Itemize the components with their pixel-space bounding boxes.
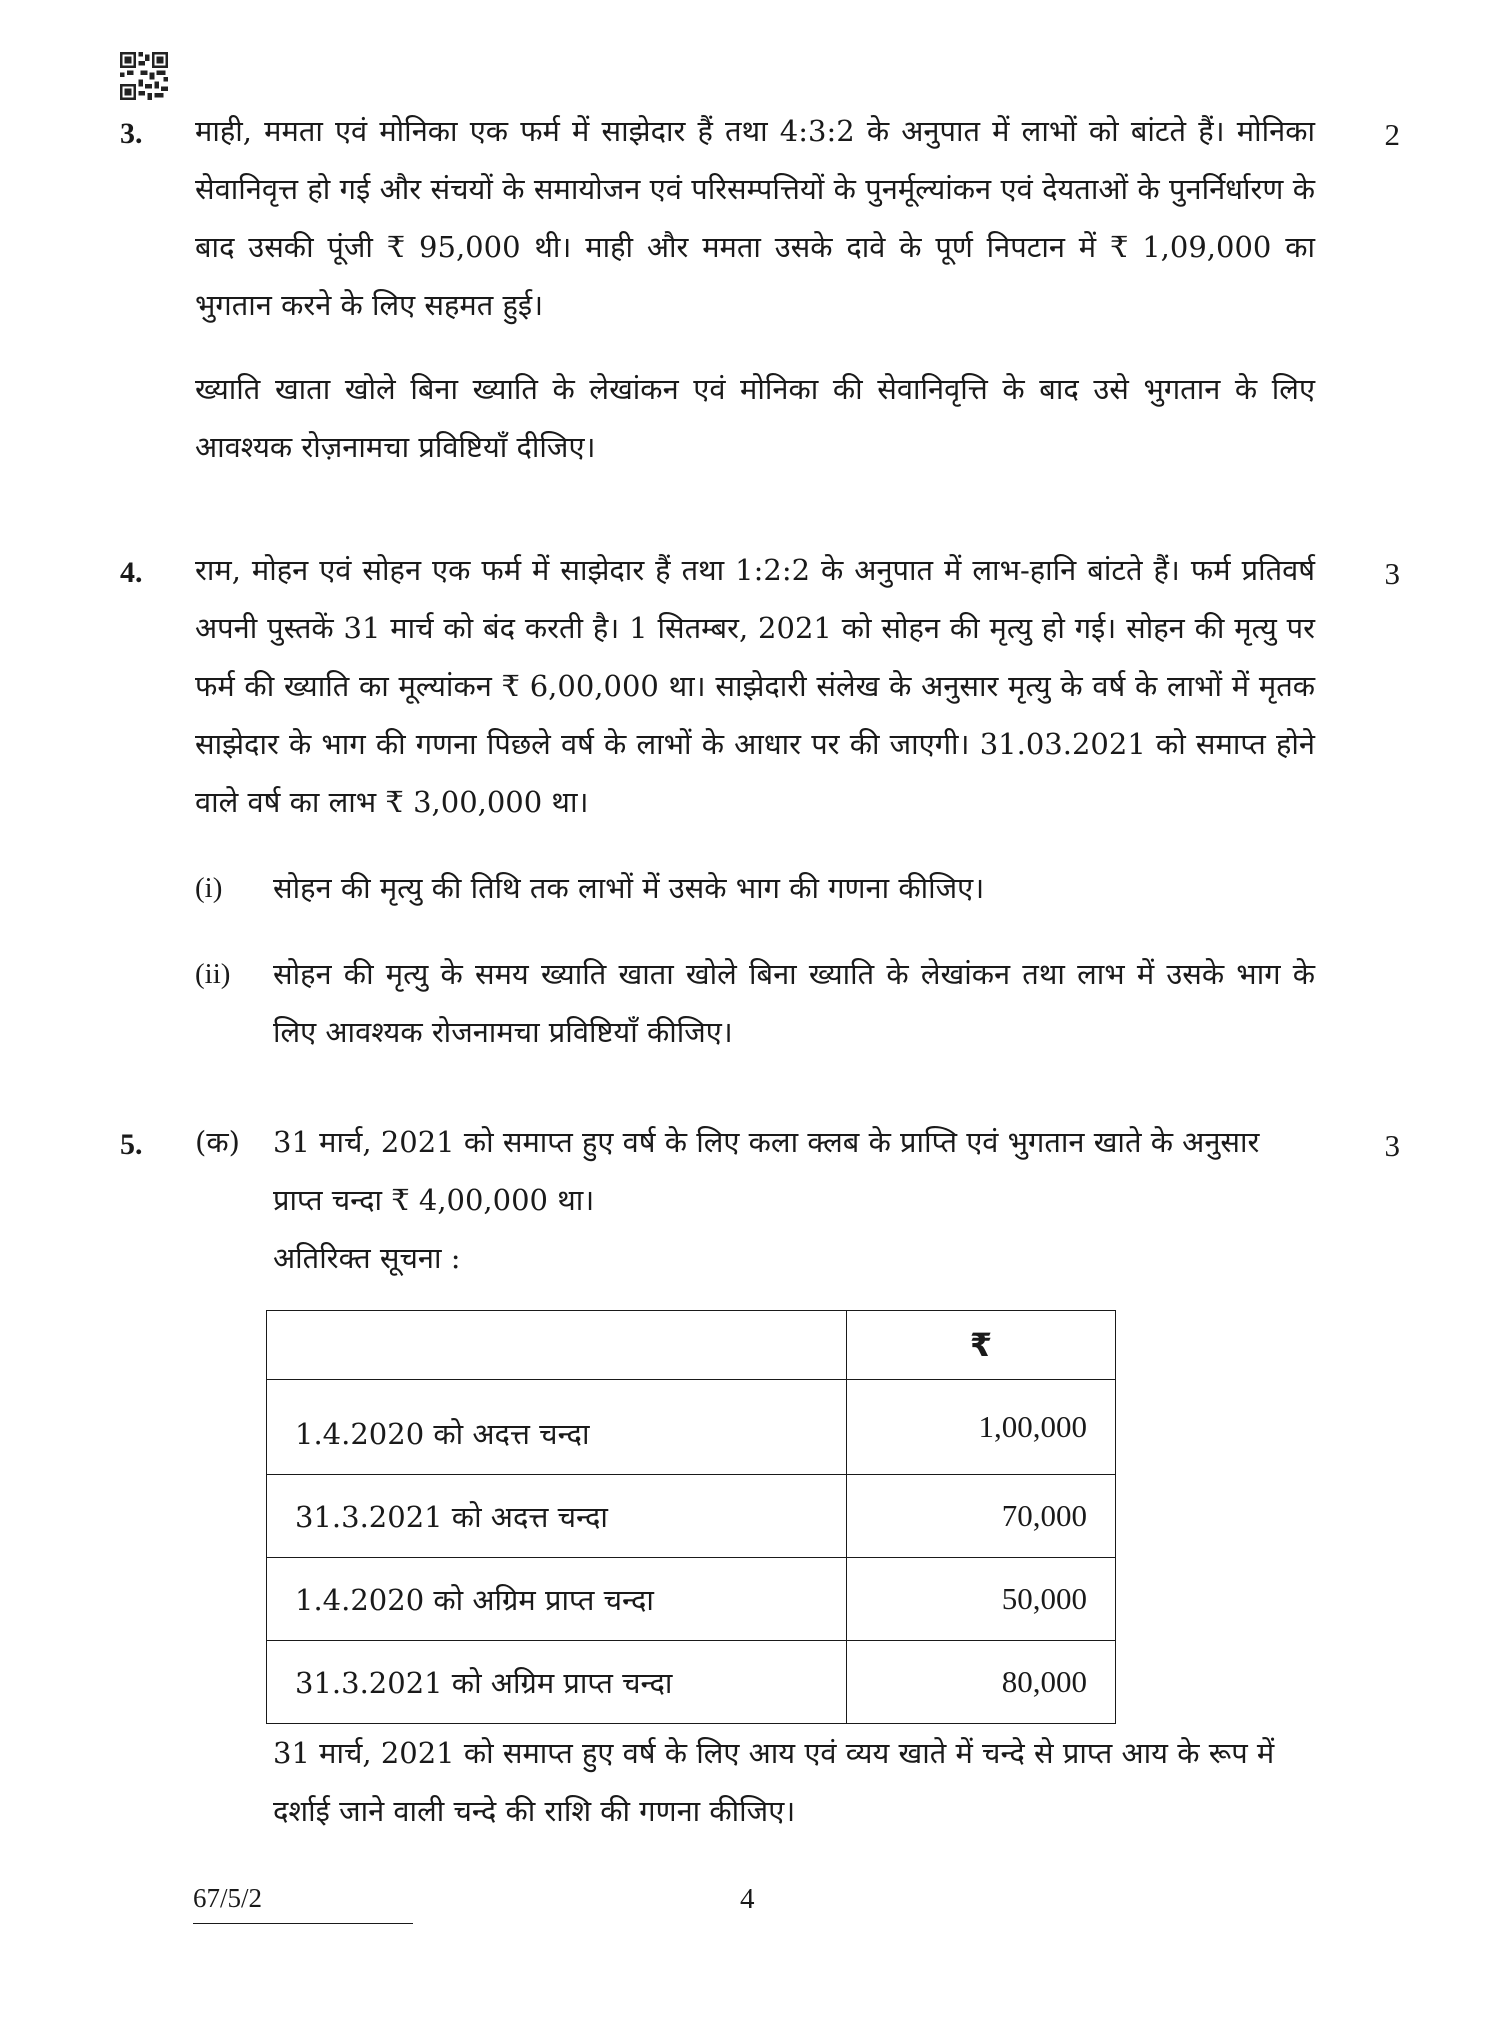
table-cell-label: 31.3.2021 को अग्रिम प्राप्त चन्दा (267, 1641, 847, 1724)
question-body (195, 541, 1315, 1061)
footer-divider (193, 1923, 413, 1924)
additional-info-heading: अतिरिक्त सूचना : (273, 1241, 461, 1275)
table-cell-amount: 70,000 (847, 1475, 1116, 1558)
question-closing-text: 31 मार्च, 2021 को समाप्त हुए वर्ष के लिए आय एवं व्यय खाते में चन्दे से प्राप्त आय के रूप में दर्शाई जाने वाली चन्दे की राशि की गणना कीजिए। (273, 1736, 1275, 1828)
table-cell-empty (267, 1311, 847, 1380)
table-row (267, 1641, 1116, 1724)
question-marks: 3 (1384, 1128, 1400, 1163)
table-cell-label: 1.4.2020 को अदत्त चन्दा (267, 1380, 847, 1475)
sub-question-i (195, 859, 1315, 917)
question-marks: 2 (1384, 117, 1400, 152)
table-cell-amount: 80,000 (847, 1641, 1116, 1724)
question-body (195, 102, 1315, 476)
question-number: 4. (120, 556, 143, 589)
sub-question-text: सोहन की मृत्यु की तिथि तक लाभों में उसके भाग की गणना कीजिए। (273, 871, 985, 905)
table-row (267, 1380, 1116, 1475)
table-cell-label: 1.4.2020 को अग्रिम प्राप्त चन्दा (267, 1558, 847, 1641)
currency-header: ₹ (847, 1311, 1116, 1380)
question-part-label: (क) (195, 1125, 240, 1159)
paper-code: 67/5/2 (193, 1883, 263, 1913)
sub-question-label: (ii) (195, 958, 231, 990)
table-row (267, 1558, 1116, 1641)
question-text: 31 मार्च, 2021 को समाप्त हुए वर्ष के लिए कला क्लब के प्राप्ति एवं भुगतान खाते के अनुसार प्राप्त चन्दा ₹ 4,00,000 था। (273, 1125, 1260, 1217)
page-number: 4 (740, 1883, 755, 1915)
table-row (267, 1475, 1116, 1558)
question-text: राम, मोहन एवं सोहन एक फर्म में साझेदार हैं तथा 1:2:2 के अनुपात में लाभ-हानि बांटते हैं। फर्म प्रतिवर्ष अपनी पुस्तकें 31 मार्च को बंद करती है। 1 सितम्बर, 2021 को सोहन की मृत्यु हो गई। सोहन की मृत्यु पर फर्म की ख्याति का मूल्यांकन ₹ 6,00,000 था। साझेदारी संलेख के अनुसार मृत्यु के वर्ष के लाभों में मृतक साझेदार के भाग की गणना पिछले वर्ष के लाभों के आधार पर की जाएगी। 31.03.2021 को समाप्त होने वाले वर्ष का लाभ ₹ 3,00,000 था। (195, 553, 1315, 819)
subscription-info-table (266, 1310, 1116, 1724)
question-body (273, 1113, 1315, 1287)
table-cell-amount: 1,00,000 (847, 1380, 1116, 1475)
sub-question-label: (i) (195, 872, 223, 904)
table-cell-amount: 50,000 (847, 1558, 1116, 1641)
qr-code-icon (120, 52, 168, 100)
sub-question-ii (195, 945, 1315, 1061)
question-marks: 3 (1384, 556, 1400, 591)
sub-question-text: सोहन की मृत्यु के समय ख्याति खाता खोले बिना ख्याति के लेखांकन तथा लाभ में उसके भाग के लिए आवश्यक रोजनामचा प्रविष्टियाँ कीजिए। (273, 957, 1315, 1049)
table-cell-label: 31.3.2021 को अदत्त चन्दा (267, 1475, 847, 1558)
table-header-row (267, 1311, 1116, 1380)
question-text: माही, ममता एवं मोनिका एक फर्म में साझेदार हैं तथा 4:3:2 के अनुपात में लाभों को बांटते हैं। मोनिका सेवानिवृत्त हो गई और संचयों के समायोजन एवं परिसम्पत्तियों के पुनर्मूल्यांकन एवं देयताओं के पुनर्निर्धारण के बाद उसकी पूंजी ₹ 95,000 थी। माही और ममता उसके दावे के पूर्ण निपटान में ₹ 1,09,000 का भुगतान करने के लिए सहमत हुई। (195, 114, 1315, 322)
question-instruction: ख्याति खाता खोले बिना ख्याति के लेखांकन एवं मोनिका की सेवानिवृत्ति के बाद उसे भुगतान के लिए आवश्यक रोज़नामचा प्रविष्टियाँ दीजिए। (195, 372, 1315, 464)
question-number: 5. (120, 1128, 143, 1161)
question-number: 3. (120, 117, 143, 150)
